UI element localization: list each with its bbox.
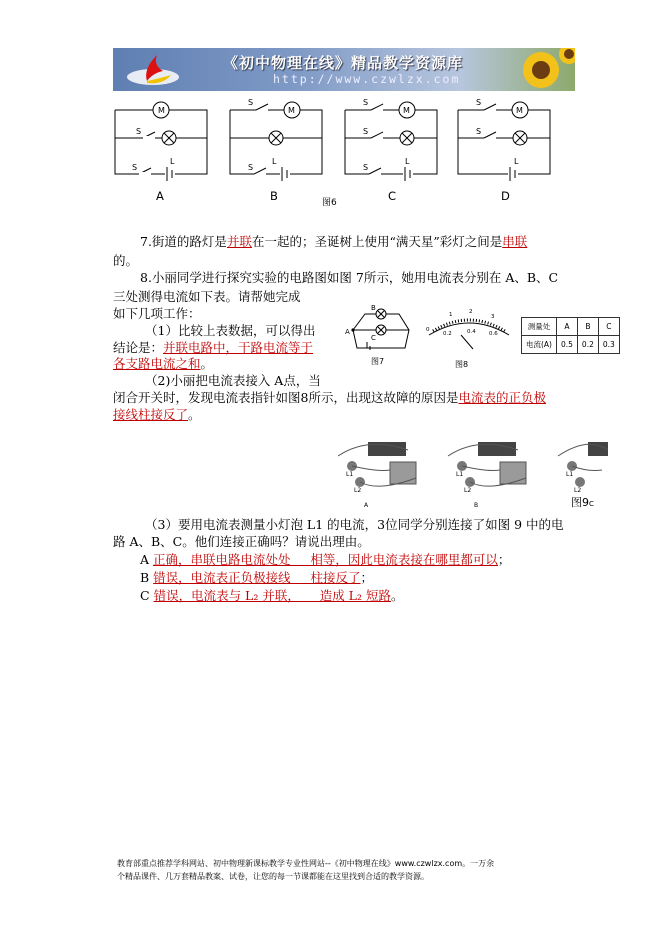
fig9-setup-b — [448, 442, 526, 487]
answer-c-text: 错误，电流表与 L₂ 并联， 造成 L₂ 短路 — [153, 588, 391, 603]
answer-c-end: 。 — [390, 588, 404, 603]
footer-line-2: 个精品课件、几万套精品教案、试卷，让您的每一节课都能在这里找到合适的教学资源。 — [117, 872, 429, 881]
fig8-end-1: 1 — [449, 312, 453, 318]
motor-label: M — [403, 106, 410, 115]
fig9-lamp-label: L2 — [464, 487, 472, 494]
fig7-label-b: B — [371, 304, 376, 312]
lamp-label: L — [405, 157, 410, 166]
table-header: B — [577, 318, 598, 336]
table-cell: 0.2 — [577, 336, 598, 354]
q8-part2-answer-1: 电流表的正负极 — [458, 390, 546, 405]
banner-url: http://www.czwlzx.com — [273, 72, 461, 86]
q8-intro-1: 8.小丽同学进行探究实验的电路图如图 7所示，她用电流表分别在 A、B、C — [140, 270, 559, 285]
fig9-label-b: B — [474, 502, 479, 509]
answer-label: A — [140, 552, 150, 567]
figure-7-circuit — [343, 300, 421, 356]
fig9-label-a: A — [364, 502, 369, 509]
q8-part2-prefix: 闭合开关时，发现电流表指针如图8所示，出现这故障的原因是 — [113, 390, 459, 405]
fig8-caption: 图8 — [455, 360, 469, 369]
fig6-option-c: C — [388, 189, 397, 203]
table-header: C — [598, 318, 619, 336]
fig6-option-b: B — [270, 189, 278, 203]
table-row-label: 电流(A) — [522, 336, 557, 354]
fig9-setup-c — [558, 442, 608, 487]
lamp-label: L — [514, 157, 519, 166]
switch-label: S — [132, 163, 138, 172]
fig8-scale-3: 0.6 — [489, 331, 498, 337]
q8-part3-answer-c — [140, 586, 403, 605]
motor-label: M — [516, 106, 523, 115]
q8-part1-prefix: 结论是： — [113, 340, 164, 355]
q8-part2-line3 — [113, 405, 201, 424]
q7-answer-2: 串联 — [502, 234, 528, 249]
switch-label: S — [476, 98, 482, 107]
q8-intro-2: 三处测得电流如下表。请帮她完成 — [113, 289, 301, 304]
table-header: 测量处 — [522, 318, 557, 336]
figure-8-ammeter — [423, 305, 515, 357]
table-cell: 0.5 — [556, 336, 577, 354]
switch-label: S — [363, 98, 369, 107]
q8-intro-3: 如下几项工作： — [113, 306, 201, 321]
q8-part1-answer-1: 并联电路中，干路电流等于 — [163, 340, 314, 355]
fig9-lamp-label: L2 — [354, 487, 362, 494]
q8-part1-end: 。 — [200, 356, 214, 371]
fig7-caption: 图7 — [371, 357, 385, 366]
answer-label: C — [140, 588, 150, 603]
site-logo — [123, 51, 193, 89]
lamp-label: L — [170, 157, 175, 166]
answer-label: B — [140, 570, 150, 585]
answer-a-text: 正确，串联电路电流处处 相等，因此电流表接在哪里都可以 — [153, 552, 498, 567]
motor-label: M — [288, 106, 295, 115]
q7-text: 7.街道的路灯是 — [140, 234, 227, 249]
page-footer — [117, 857, 597, 883]
switch-label: S — [363, 127, 369, 136]
q7-line1 — [140, 232, 527, 251]
banner-title: 《初中物理在线》精品教学资源库 — [223, 54, 464, 72]
fig8-scale-1: 0.2 — [443, 331, 452, 337]
q8-part2-line1: （2)小丽把电流表接入 A点，当 — [145, 373, 321, 388]
table-row — [522, 336, 620, 354]
fig9-lamp-label: L2 — [574, 487, 582, 494]
table-header-row — [522, 318, 620, 336]
measurement-table — [521, 317, 620, 354]
switch-label: S — [363, 163, 369, 172]
switch-label: S — [136, 127, 142, 136]
table-header: A — [556, 318, 577, 336]
q8-part2-answer-2: 接线柱接反了 — [113, 407, 189, 422]
fig6-option-d: D — [501, 189, 510, 203]
fig8-scale-2: 0.4 — [467, 329, 476, 335]
q7-answer-1: 并联 — [226, 234, 252, 249]
fig9-lamp-label: L1 — [456, 471, 464, 478]
fig8-scale-0: 0 — [426, 327, 430, 333]
circuit-c — [345, 102, 437, 181]
fig7-label-a: A — [345, 328, 350, 336]
fig8-end-2: 2 — [469, 309, 473, 315]
q8-part3-line1: （3）要用电流表测量小灯泡 L1 的电流，3位同学分别连接了如图 9 中的电 — [145, 517, 564, 532]
header-banner — [113, 48, 575, 91]
switch-label: S — [248, 98, 254, 107]
footer-line-1: 教育部重点推荐学科网站、初中物理新课标教学专业性网站--《初中物理在线》www.czwlzx.com。一万余 — [117, 859, 495, 868]
sunflower-image — [505, 48, 575, 91]
fig9-lamp-label: L1 — [566, 471, 574, 478]
circuit-d — [458, 102, 550, 181]
fig9-caption-text: 图9 — [571, 496, 589, 509]
q8-part2-end: 。 — [188, 407, 201, 422]
fig6-caption: 图6 — [322, 198, 337, 208]
q8-part3-answer-b — [140, 568, 373, 587]
q8-part1-line1: （1）比较上表数据，可以得出 — [145, 323, 316, 338]
table-cell: 0.3 — [598, 336, 619, 354]
fig9-label-c: C — [589, 500, 594, 508]
q8-part1-answer-2: 各支路电流之和 — [113, 356, 201, 371]
switch-label: S — [248, 163, 254, 172]
fig7-label-c: C — [371, 334, 376, 342]
answer-a-end: ； — [497, 552, 511, 567]
fig6-option-a: A — [156, 189, 164, 203]
q7-line2: 的。 — [113, 253, 139, 268]
fig9-lamp-label: L1 — [346, 471, 354, 478]
q8-part3-line2: 路 A、B、C。他们连接正确吗？请说出理由。 — [113, 534, 370, 549]
q8-part3-answer-a — [140, 550, 510, 569]
answer-b-text: 错误，电流表正负极接线 柱接反了 — [153, 570, 361, 585]
circuit-b — [230, 102, 322, 181]
fig9-setup-a — [338, 442, 416, 487]
switch-label: S — [476, 127, 482, 136]
lamp-label: L — [272, 157, 277, 166]
answer-b-end: ； — [360, 570, 374, 585]
fig8-end-3: 3 — [491, 314, 495, 320]
q7-text: 在一起的；圣诞树上使用“满天星”彩灯之间是 — [251, 234, 503, 249]
motor-label: M — [158, 106, 165, 115]
fig9-caption — [571, 494, 594, 510]
figure-9-photos — [338, 432, 608, 512]
